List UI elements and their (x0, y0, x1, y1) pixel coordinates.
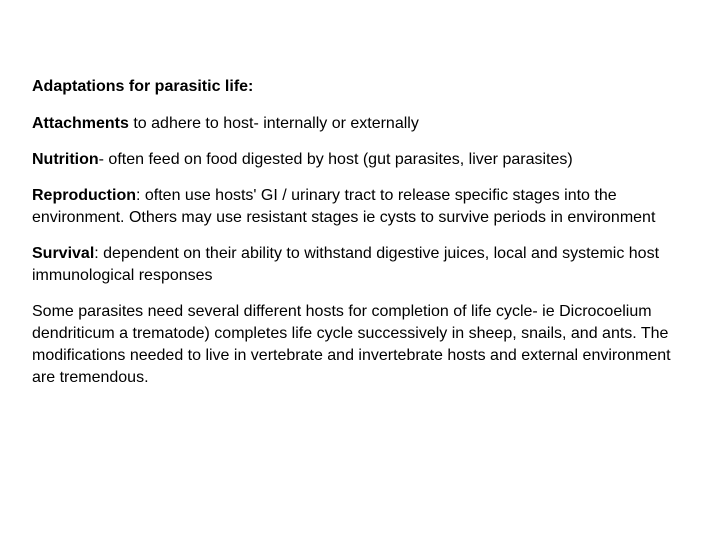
attachments-text: to adhere to host‐ internally or externally (128, 115, 419, 132)
slide-heading: Adaptations for parasitic life: (32, 78, 254, 95)
attachments-term: Attachments (32, 115, 129, 132)
survival-paragraph (32, 243, 672, 287)
survival-term: Survival (32, 245, 95, 262)
attachments-paragraph (32, 113, 672, 135)
nutrition-text: ‐ often feed on food digested by host (gut parasites, liver parasites) (98, 151, 573, 168)
reproduction-text: : often use hosts' GI / urinary tract to release specific stages into the environment. Others may use resistant stages ie cysts to survive periods in environment (32, 187, 656, 226)
reproduction-term: Reproduction (32, 187, 136, 204)
slide-content (32, 76, 672, 403)
nutrition-paragraph (32, 149, 672, 171)
nutrition-term: Nutrition (32, 151, 99, 168)
hosts-paragraph: Some parasites need several different hosts for completion of life cycle‐ ie Dicrocoelium dendriticum a trematode) completes life cycle successively in sheep, snails, and ants. The modifications needed to live in vertebrate and invertebrate hosts and external environment are tremendous. (32, 303, 671, 386)
survival-text: : dependent on their ability to withstand digestive juices, local and systemic host immunological responses (32, 245, 660, 284)
reproduction-paragraph (32, 185, 672, 229)
